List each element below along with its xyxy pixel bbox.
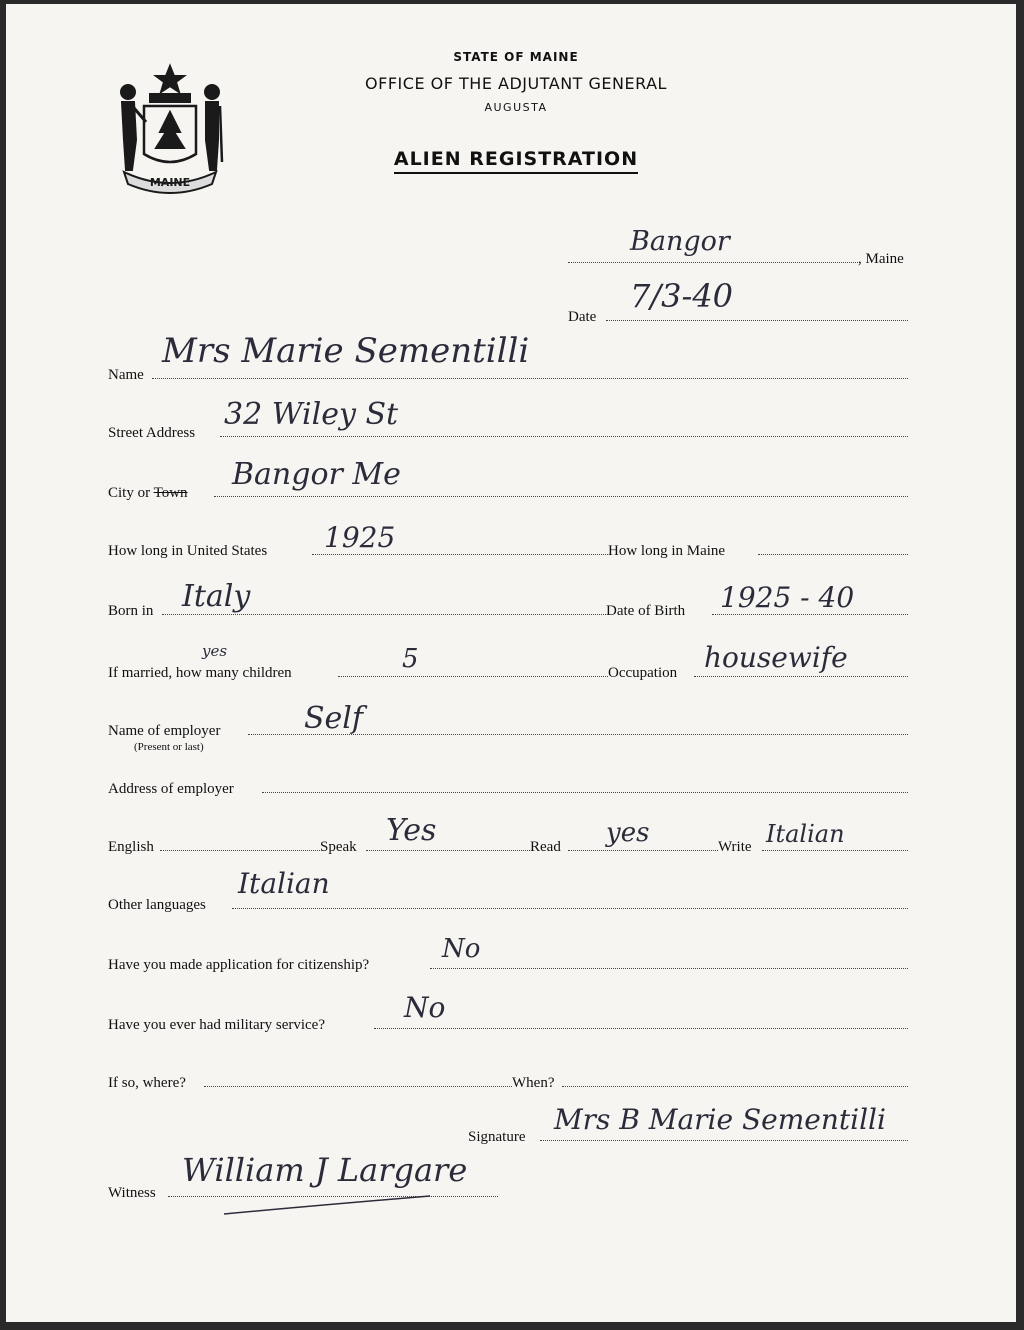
speak-label: Speak (320, 839, 357, 855)
other-languages-value: Italian (238, 867, 330, 900)
date-label: Date (568, 309, 597, 325)
english-label: English (108, 839, 154, 855)
witness-value: William J Largare (182, 1151, 468, 1189)
how-long-maine-line (758, 554, 908, 555)
name-label: Name (108, 367, 144, 383)
citizenship-value: No (442, 934, 481, 964)
military-line (374, 1028, 908, 1029)
form-title: ALIEN REGISTRATION (306, 148, 726, 174)
how-long-us-label: How long in United States (108, 543, 268, 559)
born-in-value: Italy (182, 579, 251, 614)
employer-address-label: Address of employer (108, 781, 234, 797)
born-in-line (162, 614, 606, 615)
witness-underline-flourish (220, 1184, 440, 1224)
occupation-line (694, 676, 908, 677)
english-line (160, 850, 320, 851)
other-languages-label: Other languages (108, 897, 206, 913)
military-label: Have you ever had military service? (108, 1017, 325, 1033)
read-line (568, 850, 718, 851)
children-label: If married, how many children (108, 665, 292, 681)
where-line (204, 1086, 512, 1087)
occupation-value: housewife (704, 641, 848, 674)
employer-value: Self (304, 701, 364, 736)
city-label: City or Town (108, 485, 188, 501)
signature-line (540, 1140, 908, 1141)
when-label: When? (512, 1075, 555, 1091)
date-value: 7/3-40 (630, 277, 734, 315)
registration-form (6, 4, 1016, 1322)
employer-address-line (262, 792, 908, 793)
children-line (338, 676, 608, 677)
write-line (762, 850, 908, 851)
write-label: Write (718, 839, 752, 855)
date-line (606, 320, 908, 321)
date-of-birth-value: 1925 - 40 (720, 581, 855, 614)
state-heading: STATE OF MAINE (453, 50, 579, 64)
street-label: Street Address (108, 425, 196, 441)
maine-state-seal-icon (114, 62, 226, 194)
occupation-label: Occupation (608, 665, 678, 681)
how-long-us-value: 1925 (324, 521, 396, 554)
how-long-maine-label: How long in Maine (608, 543, 726, 559)
when-line (562, 1086, 908, 1087)
name-line (152, 378, 908, 379)
street-value: 32 Wiley St (224, 397, 399, 432)
citizenship-line (430, 968, 908, 969)
born-in-label: Born in (108, 603, 154, 619)
place-line (568, 262, 858, 263)
name-value: Mrs Marie Sementilli (162, 331, 530, 371)
signature-label: Signature (468, 1129, 526, 1145)
maine-label: , Maine (858, 251, 904, 267)
office-heading: OFFICE OF THE ADJUTANT GENERAL (365, 74, 667, 93)
place-value: Bangor (630, 226, 730, 257)
speak-line (366, 850, 530, 851)
married-note-value: yes (202, 642, 228, 660)
employer-label: Name of employer (108, 723, 221, 739)
other-languages-line (232, 908, 908, 909)
city-line (214, 496, 908, 497)
citizenship-label: Have you made application for citizenship? (108, 957, 370, 973)
signature-value: Mrs B Marie Sementilli (554, 1103, 886, 1136)
seal-banner-text: MAINE (149, 176, 191, 189)
where-label: If so, where? (108, 1075, 186, 1091)
write-value: Italian (766, 820, 845, 848)
military-value: No (404, 991, 446, 1024)
city-value: Bangor Me (232, 457, 401, 492)
children-value: 5 (402, 644, 419, 674)
date-of-birth-label: Date of Birth (606, 603, 686, 619)
employer-note: (Present or last) (134, 741, 204, 753)
city-heading: AUGUSTA (484, 101, 548, 114)
read-value: yes (606, 818, 650, 848)
speak-value: Yes (386, 813, 437, 848)
read-label: Read (530, 839, 561, 855)
date-of-birth-line (712, 614, 908, 615)
witness-label: Witness (108, 1185, 156, 1201)
how-long-us-line (312, 554, 608, 555)
street-line (220, 436, 908, 437)
